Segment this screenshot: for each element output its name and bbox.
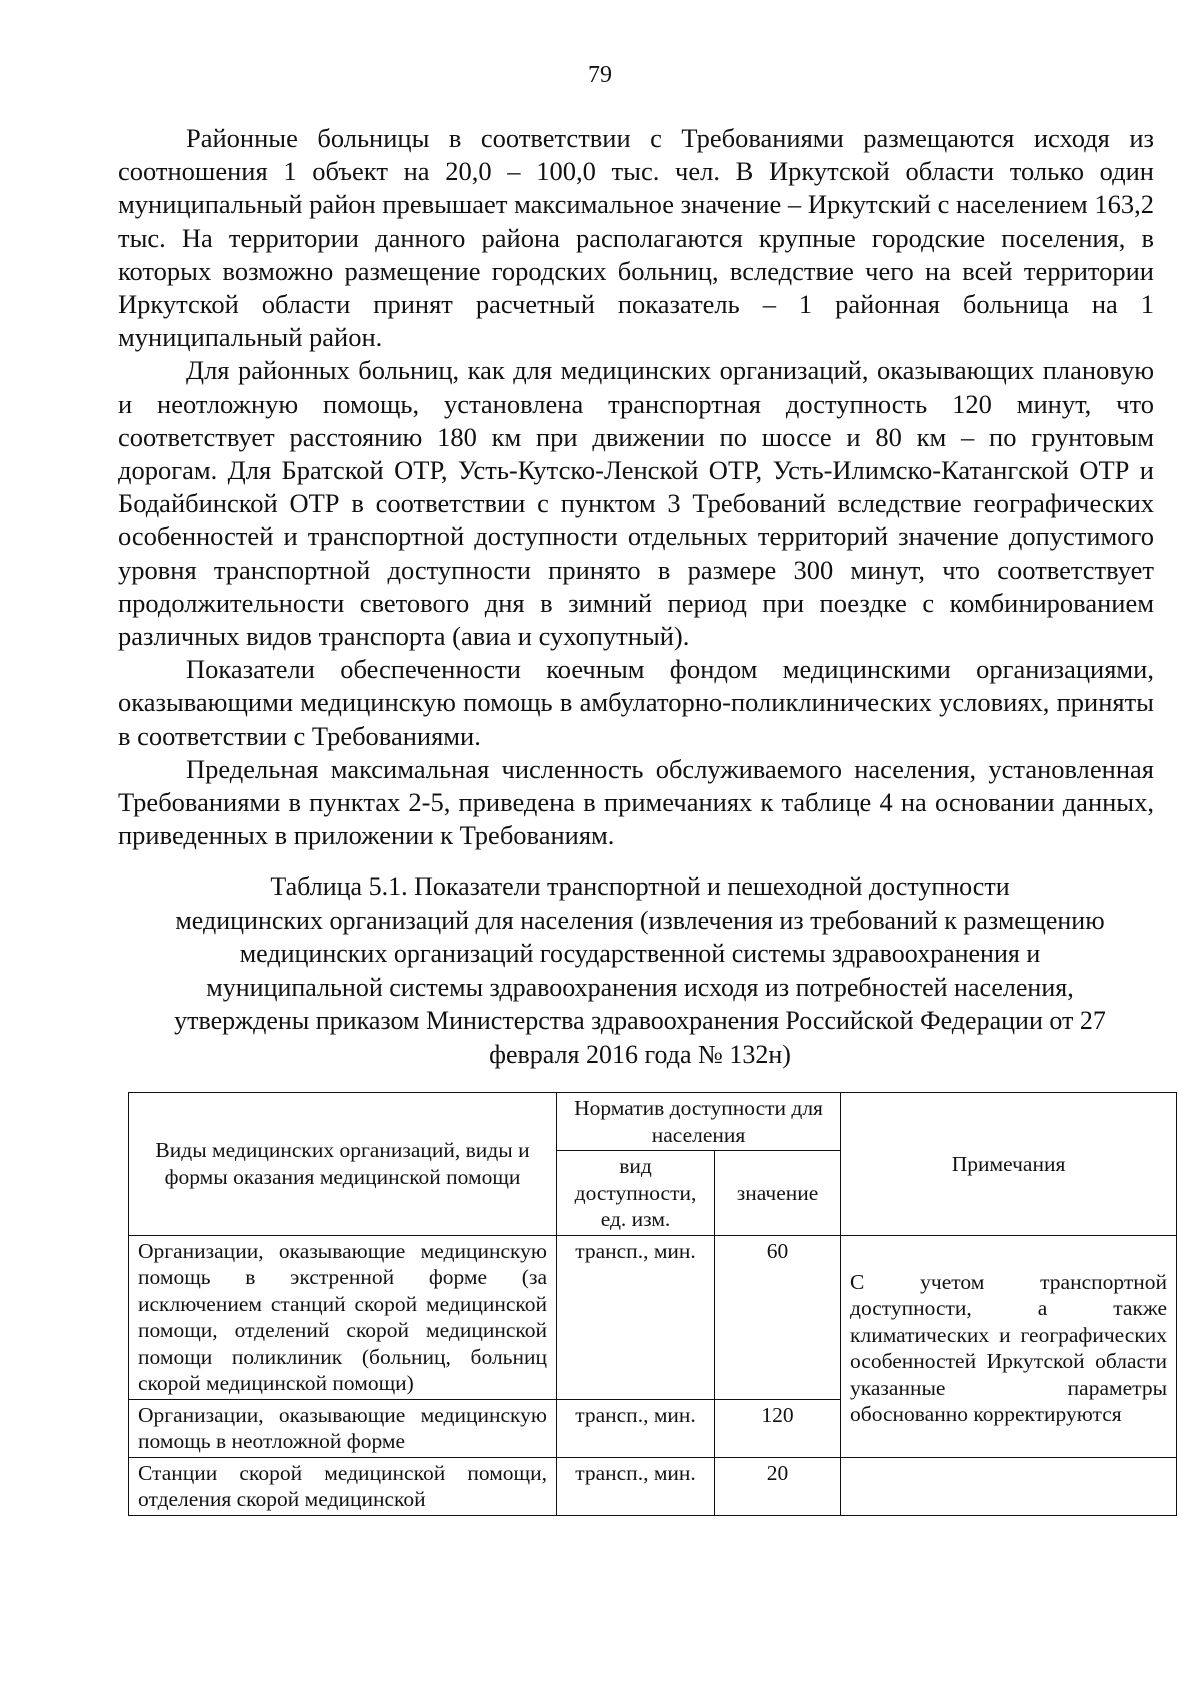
row-note	[841, 1235, 1177, 1457]
row-value: 20	[715, 1457, 841, 1515]
caption-line: Таблица 5.1. Показатели транспортной и пешеходной доступности	[270, 872, 1010, 901]
caption-line: медицинских организаций государственной системы здравоохранения и	[239, 939, 1041, 968]
accessibility-norms-table	[128, 1092, 1177, 1516]
page-number: 79	[588, 62, 612, 88]
caption-line: утверждены приказом Министерства здравоохранения Российской Федерации от 27	[174, 1006, 1106, 1035]
header-value: значение	[715, 1151, 841, 1236]
body-text	[118, 122, 1154, 852]
header-notes: Примечания	[841, 1093, 1177, 1236]
caption-line: медицинских организаций для населения (извлечения из требований к размещению	[175, 905, 1105, 935]
header-access-type: вид доступности, ед. изм.	[557, 1151, 715, 1236]
row-value: 60	[715, 1235, 841, 1399]
row-access-type: трансп., мин.	[557, 1457, 715, 1515]
table-caption	[110, 870, 1170, 1071]
row-access-type: трансп., мин.	[557, 1399, 715, 1457]
caption-line: муниципальной системы здравоохранения исходя из потребностей населения,	[206, 972, 1074, 1002]
header-norm: Норматив доступности для населения	[557, 1093, 841, 1151]
paragraph: Предельная максимальная численность обслуживаемого населения, установленная Требованиями в пунктах 2-5, приведена в примечаниях к таблице 4 на основании данных, приведенных в приложении к Требованиям.	[118, 753, 1154, 851]
row-note	[841, 1457, 1177, 1515]
table-row	[129, 1457, 1177, 1515]
caption-line: февраля 2016 года № 132н)	[489, 1039, 791, 1069]
row-org-type: Организации, оказывающие медицинскую помощь в экстренной форме (за исключением станций скорой медицинской помощи, отделений скорой медицинской помощи поликлиник (больниц, больниц скорой медицинской помощи)	[129, 1235, 557, 1399]
row-access-type: трансп., мин.	[557, 1235, 715, 1399]
paragraph: Показатели обеспеченности коечным фондом медицинскими организациями, оказывающими медицинскую помощь в амбулаторно-поликлинических условиях, приняты в соответствии с Требованиями.	[118, 654, 1154, 751]
table-header-row	[129, 1093, 1177, 1151]
row-org-type: Станции скорой медицинской помощи, отделения скорой медицинской	[129, 1457, 557, 1515]
table-row	[129, 1235, 1177, 1399]
paragraph: Районные больницы в соответствии с Требованиями размещаются исходя из соотношения 1 объект на 20,0 – 100,0 тыс. чел. В Иркутской области только один муниципальный район превышает максимальное значение – Иркутский с населением 163,2 тыс. На территории данного района располагаются крупные городские поселения, в которых возможно размещение городских больниц, вследствие чего на всей территории Иркутской области принят расчетный показатель – 1 районная больница на 1 муниципальный район.	[118, 123, 1154, 353]
header-types: Виды медицинских организаций, виды и формы оказания медицинской помощи	[129, 1093, 557, 1236]
row-value: 120	[715, 1399, 841, 1457]
row-org-type: Организации, оказывающие медицинскую помощь в неотложной форме	[129, 1399, 557, 1457]
shared-note-text: С учетом транспортной доступности, а также климатических и географических особенностей Иркутской области указанные параметры обоснованно корректируются	[850, 1269, 1168, 1426]
paragraph: Для районных больниц, как для медицинских организаций, оказывающих плановую и неотложную помощь, установлена транспортная доступность 120 минут, что соответствует расстоянию 180 км при движении по шоссе и 80 км – по грунтовым дорогам. Для Братской ОТР, Усть-Кутско-Ленской ОТР, Усть-Илимско-Катангской ОТР и Бодайбинской ОТР в соответствии с пунктом 3 Требований вследствие географических особенностей и транспортной доступности отдельных территорий значение допустимого уровня транспортной доступности принято в размере 300 минут, что соответствует продолжительности светового дня в зимний период при поездке с комбинированием различных видов транспорта (авиа и сухопутный).	[118, 355, 1154, 652]
